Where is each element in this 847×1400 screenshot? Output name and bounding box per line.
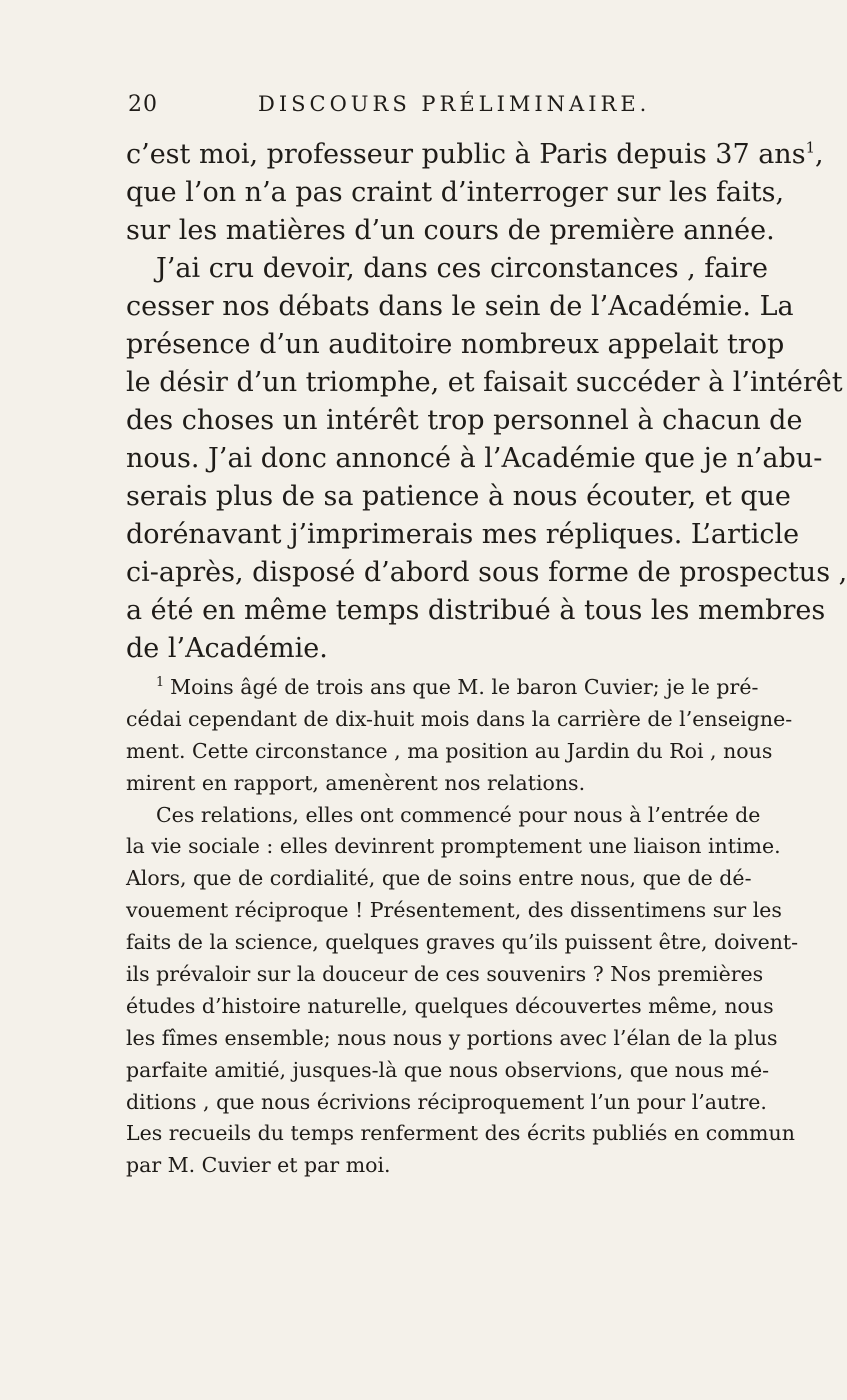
footnote-reference: 1 [805,138,816,157]
footnote-line: faits de la science, quelques graves qu’ils puissent être, doivent- [126,930,799,955]
footnote-line: vouement réciproque ! Présentement, des dissentimens sur les [126,898,782,923]
footnote-line: mirent en rapport, amenèrent nos relations. [126,770,586,795]
body-line: que l’on n’a pas craint d’interroger sur les faits, [126,177,785,208]
footnote-line: ditions , que nous écrivions réciproquement l’un pour l’autre. [126,1089,767,1114]
footnote-line: Ces relations, elles ont commencé pour nous à l’entrée de [156,802,761,827]
running-head-title: DISCOURS PRÉLIMINAIRE. [258,92,651,116]
body-line-punctuation: , [815,139,824,170]
body-line-text: c’est moi, professeur public à Paris depuis 37 ans [126,139,806,170]
footnote-line-text: Moins âgé de trois ans que M. le baron Cuvier; je le pré- [170,675,759,699]
body-line: des choses un intérêt trop personnel à chacun de [126,405,803,436]
footnote-line: cédai cependant de dix-huit mois dans la carrière de l’enseigne- [126,706,793,731]
page-number: 20 [128,92,158,117]
footnote-line: Les recueils du temps renferment des écrits publiés en commun [126,1121,795,1146]
body-line: dorénavant j’imprimerais mes répliques. L’article [126,519,800,550]
footnote-marker: 1 [156,674,165,690]
footnote-line: Alors, que de cordialité, que de soins entre nous, que de dé- [126,866,752,891]
body-line: J’ai cru devoir, dans ces circonstances , faire [156,253,768,284]
footnote-line: la vie sociale : elles devinrent promptement une liaison intime. [126,834,781,859]
body-line: de l’Académie. [126,633,328,664]
body-line: ci-après, disposé d’abord sous forme de prospectus , [126,557,847,588]
footnote-line [126,672,759,704]
body-line: sur les matières d’un cours de première année. [126,215,775,246]
body-line: nous. J’ai donc annoncé à l’Académie que je n’abu- [126,443,823,474]
footnote-line: études d’histoire naturelle, quelques découvertes même, nous [126,993,774,1018]
footnote-line: ils prévaloir sur la douceur de ces souvenirs ? Nos premières [126,962,764,987]
footnotes [126,672,799,1182]
body-line: a été en même temps distribué à tous les membres [126,595,826,626]
running-head [128,92,688,122]
body-line: serais plus de sa patience à nous écouter, et que [126,481,791,512]
footnote-line: parfaite amitié, jusques-là que nous observions, que nous mé- [126,1057,770,1082]
footnote-line: par M. Cuvier et par moi. [126,1153,391,1178]
body-line [126,136,824,174]
footnote-line: les fîmes ensemble; nous nous y portions avec l’élan de la plus [126,1025,778,1050]
body-line: cesser nos débats dans le sein de l’Académie. La [126,291,794,322]
footnote-line: ment. Cette circonstance , ma position au Jardin du Roi , nous [126,738,773,763]
body-line: présence d’un auditoire nombreux appelait trop [126,329,785,360]
body-line: le désir d’un triomphe, et faisait succéder à l’intérêt [126,367,843,398]
main-text [126,136,847,668]
